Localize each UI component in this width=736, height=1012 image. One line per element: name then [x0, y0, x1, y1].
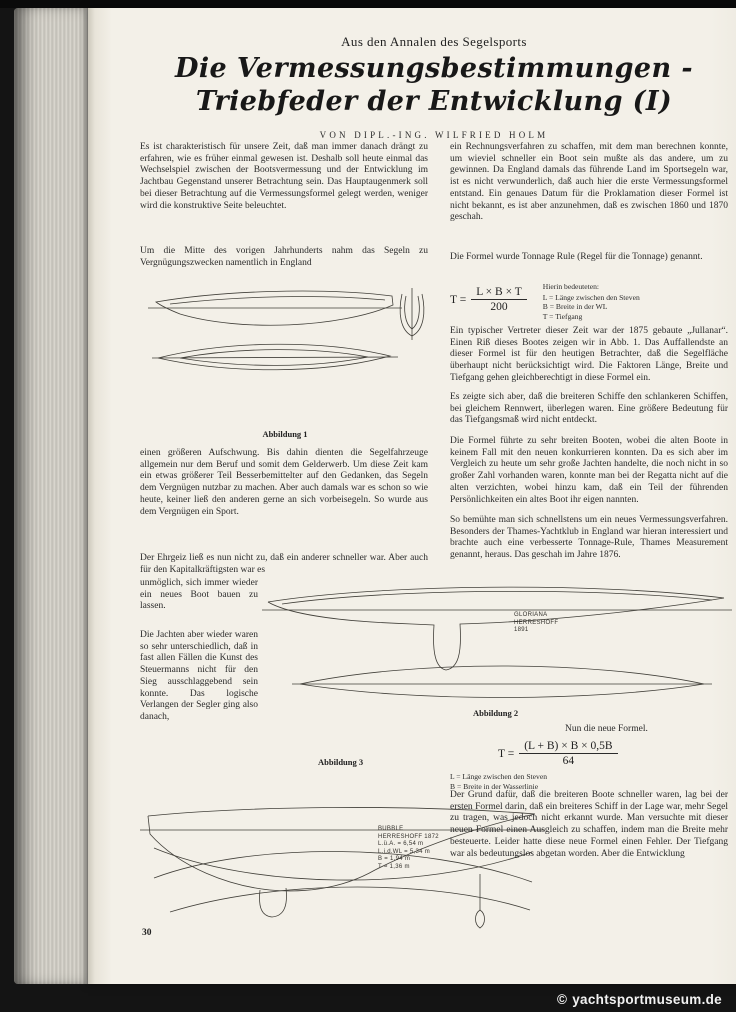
right-paragraph-4: Es zeigte sich aber, daß die breiteren Schiffe den schlankeren Schiffen, bei gleichem Rennwert, überlegen waren. Eine größere Bedeutung für das Tiefgangsmaß wird nicht entdeckt.: [450, 392, 728, 426]
figure3-labels: [378, 826, 439, 871]
figure2-labels: [514, 612, 558, 635]
right-paragraph-5: Die Formel führte zu sehr breiten Booten, wobei die alten Boote in keinem Fall mit den neuen konkurrieren konnten. Da es sich aber im Vergleich zu heute um sehr große Jachten handelte, die noch nicht in so großer Zahl vorhanden waren, konnte man bei der Regatta nicht auf die alten verzichten, wobei hinzu kam, daß ein Teil der führenden Persönlichkeiten ein altes Boot ihr eigen nannten.: [450, 436, 728, 505]
formula1-fraction: [471, 286, 527, 313]
formula1-legend-title: Hierin bedeuteten:: [542, 282, 600, 291]
formula-thames-measurement: [450, 740, 728, 791]
formula2-legend-b: B = Breite in der Wasserlinie: [450, 781, 539, 791]
left-paragraph-1: Es ist charakteristisch für unsere Zeit, daß man immer danach drängt zu erfahren, wie es früher einmal gewesen ist. Deshalb soll heute einmal das Wechselspiel zwischen der Bootsvermessung und der Entwicklung im Jachtbau Gegenstand unserer Betrachtung sein. Das Hauptaugenmerk soll bei dieser Betrachtung auf die Vermessungsformel gelegt werden, weniger wird die konstruktive Seite beleuchtet.: [140, 142, 428, 211]
formula1-legend-t: T = Tiefgang: [542, 311, 583, 321]
section-header: Aus den Annalen des Segelsports: [341, 34, 527, 49]
figure2-caption: Abbildung 2: [473, 708, 519, 718]
formula2-equation: [498, 740, 728, 767]
fig3-dim-beam: B = 1,94 m: [378, 856, 411, 862]
formula1-lhs: T =: [450, 293, 467, 306]
figure-1: [140, 272, 430, 424]
left-paragraph-3: einen größeren Aufschwung. Bis dahin dienten die Segelfahrzeuge allgemein nur dem Beruf und somit dem Gelderwerb. Um diese Zeit kam ein etwas größerer Teil Besserbemittelter auf den Gedanken, das Segeln dem Vergnügen nutzbar zu machen. Aber auch damals war es schon so wie heute, keiner ließ den anderen gerne an sich vorbeisegeln. So wurde aus dem Vergnügen ein Sport.: [140, 448, 428, 517]
formula1-legend-l: L = Länge zwischen den Steven: [542, 292, 640, 302]
right-paragraph-2: Die Formel wurde Tonnage Rule (Regel für die Tonnage) genannt.: [450, 252, 703, 262]
fig3-dim-draft: T = 1,36 m: [378, 863, 410, 870]
article-title-line2: Triebfeder der Entwicklung (I): [195, 86, 673, 117]
scan-top-strip: [0, 0, 736, 8]
fig3-boat-name: BUBBLE: [378, 826, 404, 832]
article-byline: VON DIPL.-ING. WILFRIED HOLM: [319, 130, 549, 140]
new-formula-intro: Nun die neue Formel.: [565, 724, 648, 734]
left-paragraph-4: Der Ehrgeiz ließ es nun nicht zu, daß ein anderer schneller war. Aber auch für den Kapitalkräftigsten war es: [140, 553, 428, 575]
formula2-fraction: [519, 740, 617, 767]
figure1-caption: Abbildung 1: [262, 429, 308, 439]
right-paragraph-1: ein Rechnungsverfahren zu schaffen, mit dem man berechnen konnte, um wieviel schneller ein Boot sein mußte als das andere, um zu gewinnen. Da England damals das führende Land im Sportsegeln war, ist es nicht verwunderlich, daß auch hier die erste Vermessungsformel entstand. Ein genaues Datum für die Proklamation dieser Formel ist nicht bekannt, es ist aber anzunehmen, daß es zwischen 1860 und 1870 geschah.: [450, 142, 728, 223]
formula1-legend: [543, 280, 640, 321]
formula1-equation: [450, 286, 527, 313]
left-paragraph-6-narrow: Die Jachten aber wieder waren so sehr unterschiedlich, daß in fast allen Fällen die Kunst des Steuermanns nicht für den Sieg ausschlaggebend sein konnte. Das logische Verlangen der Segler ging also danach,: [140, 630, 258, 722]
formula-tonnage-rule: [450, 280, 728, 321]
book-page-edges: [14, 8, 88, 984]
watermark: [557, 992, 722, 1007]
formula1-legend-b: B = Breite in der WL: [542, 302, 608, 312]
figure3-caption: Abbildung 3: [318, 757, 364, 767]
formula2-numerator: (L + B) × B × 0,5B: [519, 740, 617, 754]
figure-2: [262, 558, 732, 706]
left-paragraph-2: Um die Mitte des vorigen Jahrhunderts nahm das Segeln zu Vergnügungszwecken namentlich in England: [140, 246, 428, 268]
fig2-boat-name: GLORIANA: [514, 612, 548, 618]
fig2-year: 1891: [514, 627, 529, 633]
article-title-line1: Die Vermessungsbestimmungen -: [175, 53, 693, 84]
right-paragraph-7: Der Grund dafür, daß die breiteren Boote schneller waren, lag bei der ersten Formel darin, daß ein breiteres Schiff in der Lage war, mehr Segel zu tragen, was jedoch nicht erkannt wurde. Man versuchte mit dieser neuen Formel einen Ausgleich zu schaffen, indem man die Breite mehr besteuerte. Leider hatte diese neue Formel einen Fehler. Der Tiefgang war als bedeutungslos abgetan worden. Aber die Entwicklung: [450, 790, 728, 859]
magazine-page: [88, 8, 736, 984]
formula2-denominator: 64: [562, 755, 575, 767]
fig2-designer: HERRESHOFF: [514, 619, 559, 626]
formula1-denominator: 200: [490, 301, 508, 313]
copyright-icon: ©: [557, 992, 568, 1007]
formula2-legend-l: L = Länge zwischen den Steven: [450, 772, 547, 781]
right-paragraph-6: So bemühte man sich schnellstens um ein neues Vermessungsverfahren. Besonders der Thames-Yachtklub in England war hieran interessiert und brachte auch eine verbesserte Tonnage-Rule, Thames Measurement genannt, heraus. Das geschah im Jahre 1876.: [450, 515, 728, 561]
fig3-dim-lwl: L.i.d.WL = 5,34 m: [378, 848, 431, 855]
article-title: [140, 52, 728, 118]
fig3-designer-year: HERRESHOFF 1872: [378, 833, 439, 840]
watermark-text: yachtsportmuseum.de: [572, 992, 722, 1007]
figure1-hull-drawing: [140, 272, 430, 424]
formula1-numerator: L × B × T: [471, 286, 527, 300]
page-number: 30: [142, 928, 152, 938]
formula2-lhs: T =: [498, 747, 515, 760]
formula2-legend: [450, 770, 728, 791]
figure2-hull-drawing: [262, 558, 732, 706]
right-paragraph-3: Ein typischer Vertreter dieser Zeit war der 1875 gebaute „Jullanar“. Einen Riß dieses Bootes zeigen wir in Abb. 1. Das Auffallendste an dieser Formel ist für den heutigen Betrachter, daß die Segelfläche überhaupt nicht berücksichtigt wird. Die Faktoren Länge, Breite und Tiefgang gehen gleichberechtigt in diese Formel ein.: [450, 326, 728, 383]
left-paragraph-5-narrow: unmöglich, sich immer wieder ein neues Boot bauen zu lassen.: [140, 578, 258, 612]
fig3-dim-loa: L.ü.A. = 6,54 m: [378, 841, 424, 847]
